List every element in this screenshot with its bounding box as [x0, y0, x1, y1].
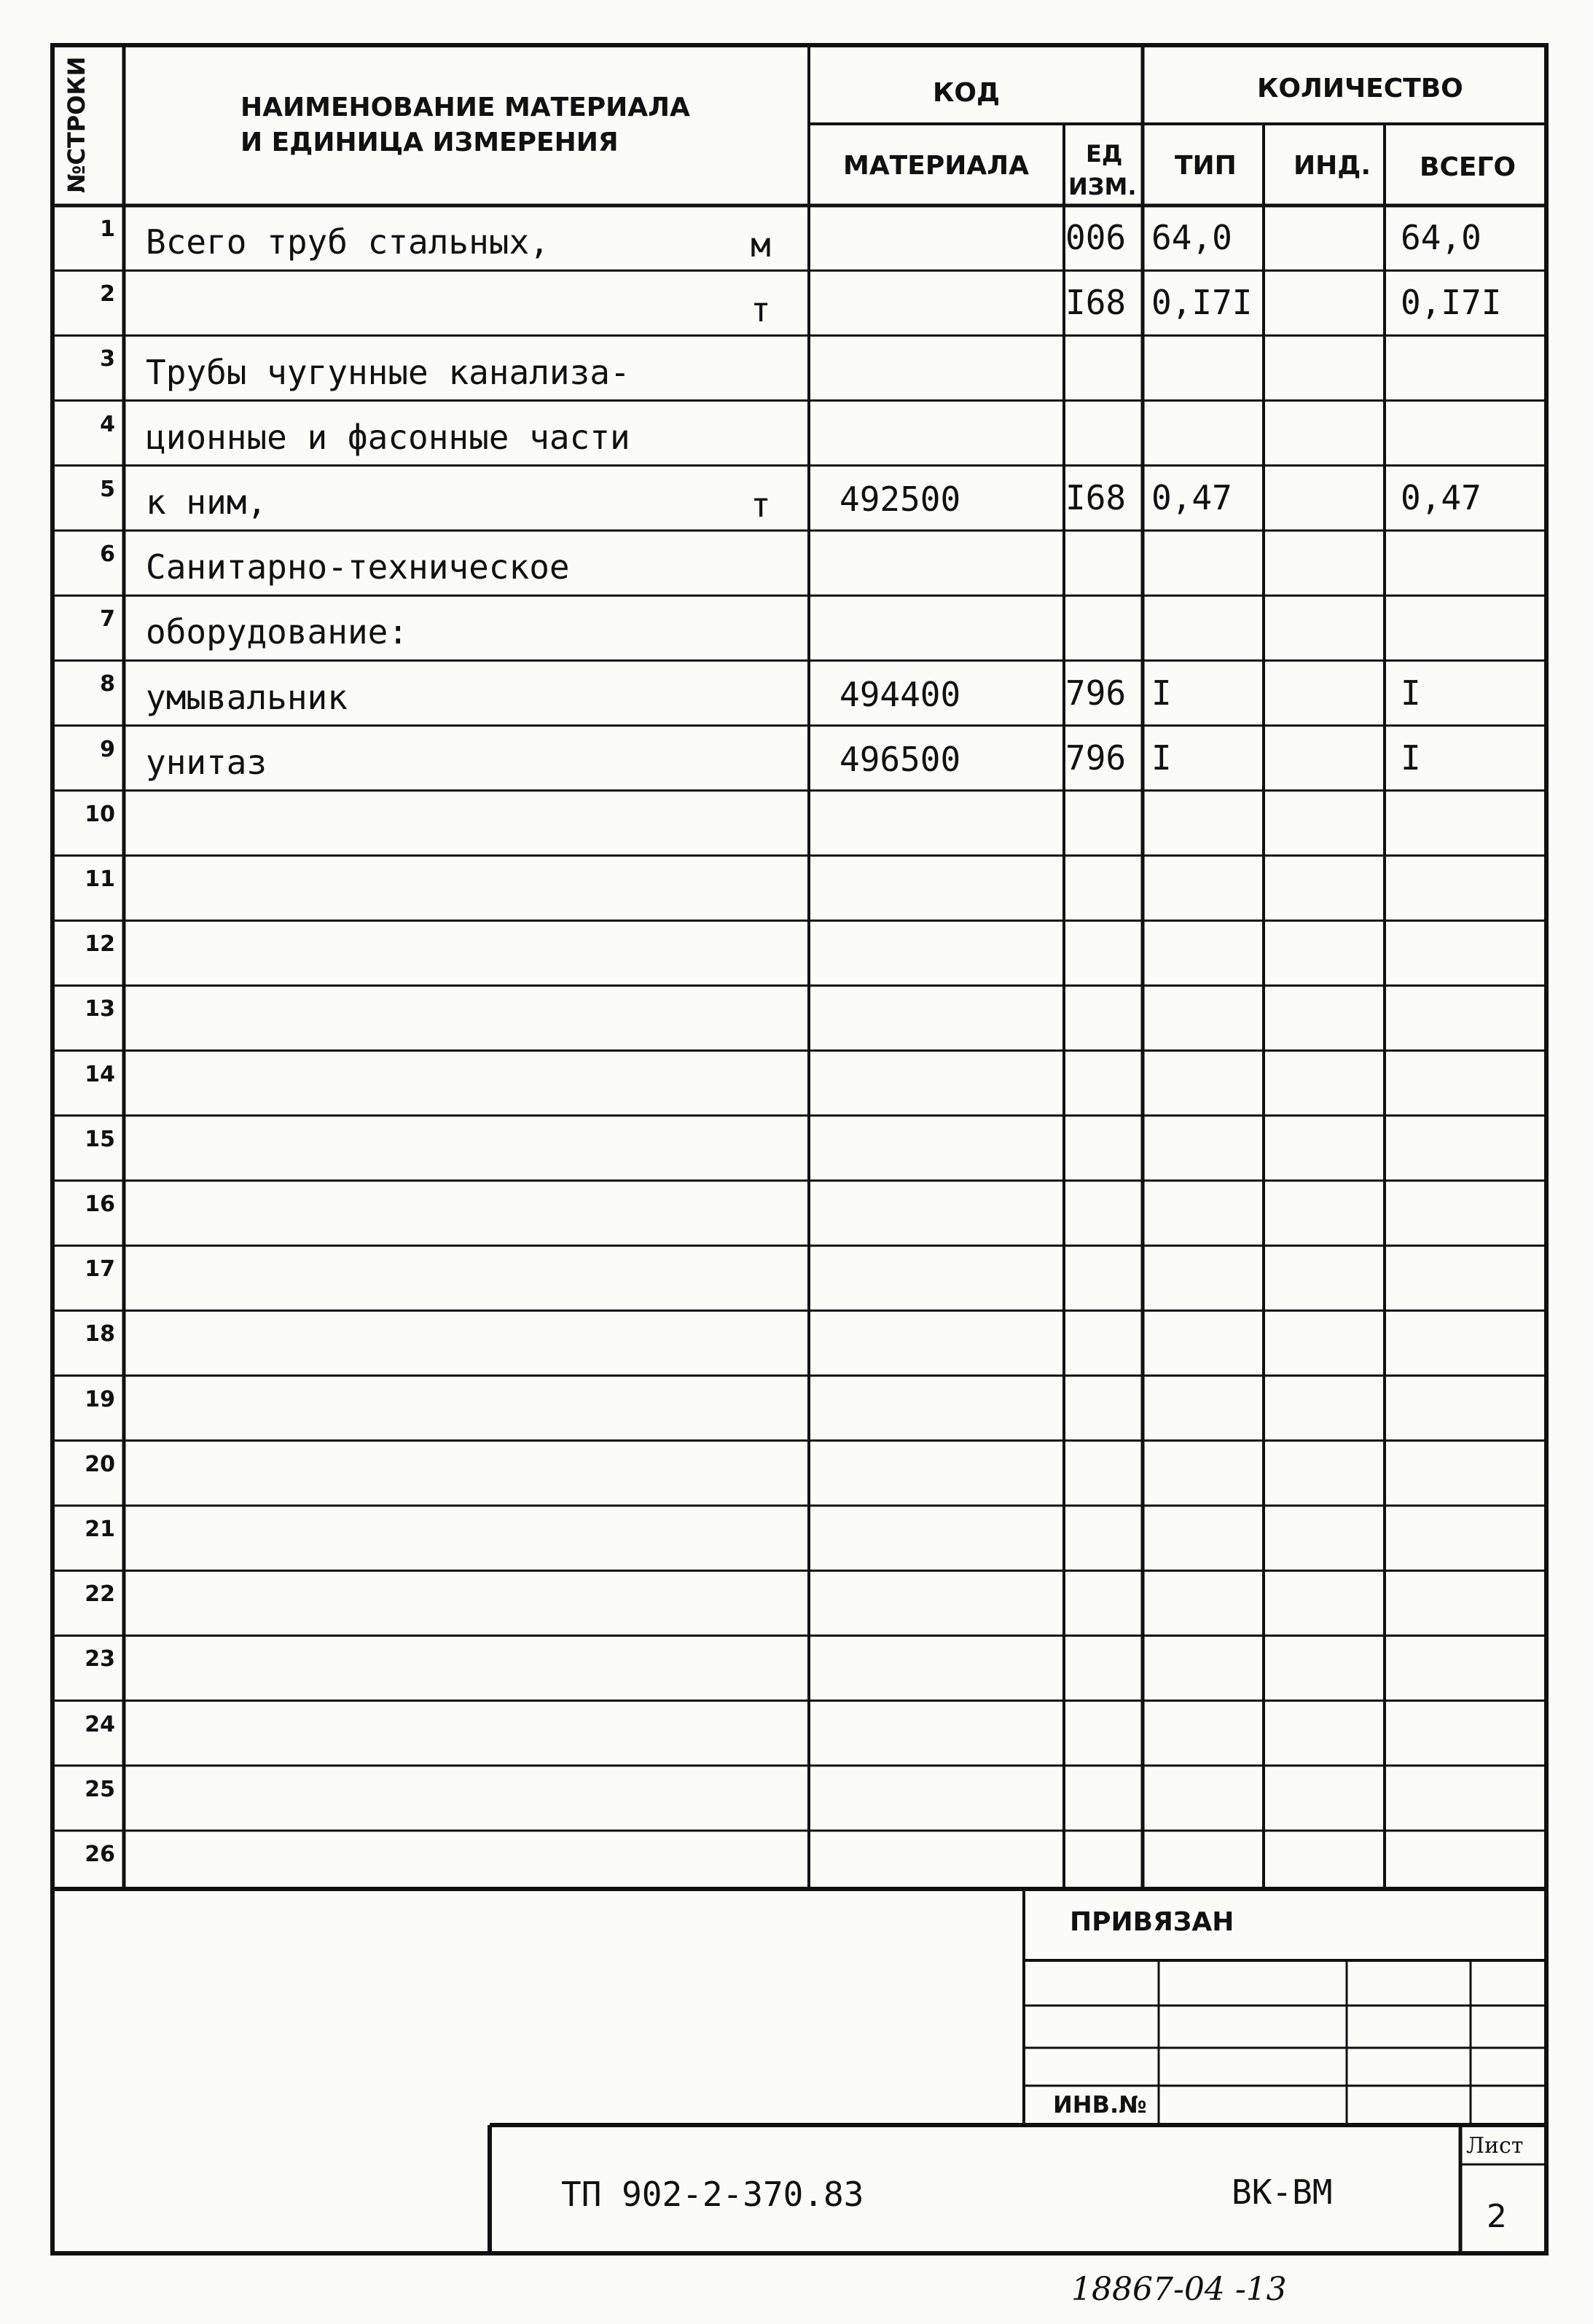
quantity-header: КОЛИЧЕСТВО	[1257, 74, 1463, 103]
row-number: 20	[85, 1451, 115, 1477]
material-name: оборудование:	[146, 612, 409, 652]
name-header-line2: И ЕДИНИЦА ИЗМЕРЕНИЯ	[240, 128, 619, 157]
material-code: 494400	[839, 674, 961, 714]
handwritten-note: 18867-04 -13	[1071, 2271, 1287, 2308]
row-number: 24	[85, 1711, 115, 1737]
row-number: 8	[100, 671, 115, 697]
material-name: унитаз	[146, 742, 267, 782]
row-number: 14	[85, 1061, 115, 1087]
sheet-number: 2	[1487, 2198, 1507, 2235]
row-number: 10	[85, 801, 115, 827]
row-number: 9	[100, 736, 115, 762]
unit-code: 796	[1065, 673, 1127, 713]
row-number-header: №СТРОКИ	[63, 56, 90, 193]
material-name: Трубы чугунные канализа-	[146, 352, 630, 392]
total-quantity: 0,47	[1401, 478, 1482, 517]
name-unit: т	[751, 290, 771, 330]
name-unit: м	[751, 225, 771, 265]
type-quantity: 64,0	[1151, 218, 1232, 258]
row-number: 12	[85, 931, 115, 958]
row-number: 7	[100, 606, 115, 633]
row-number: 1	[100, 216, 115, 242]
drawing-mark: ВК-ВМ	[1232, 2172, 1333, 2212]
material-name: умывальник	[146, 677, 348, 717]
row-number: 15	[85, 1126, 115, 1152]
row-number: 23	[85, 1646, 115, 1672]
name-unit: т	[751, 485, 771, 525]
row-number: 25	[85, 1776, 115, 1802]
row-number: 3	[100, 346, 115, 372]
type-quantity: I	[1151, 673, 1172, 713]
row-number: 18	[85, 1321, 115, 1347]
ind-header: ИНД.	[1293, 151, 1371, 181]
row-number: 5	[100, 476, 115, 502]
row-number: 13	[85, 996, 115, 1022]
total-quantity: 0,I7I	[1401, 283, 1502, 323]
row-number: 26	[85, 1842, 115, 1867]
row-number: 16	[85, 1192, 115, 1217]
total-quantity: I	[1401, 673, 1421, 713]
material-code: 496500	[839, 739, 961, 779]
row-number: 19	[85, 1386, 115, 1412]
name-header-line1: НАИМЕНОВАНИЕ МАТЕРИАЛА	[240, 93, 690, 122]
material-name: ционные и фасонные части	[146, 417, 630, 457]
unit-code: I68	[1065, 283, 1127, 323]
material-code: 492500	[839, 480, 961, 519]
material-header: МАТЕРИАЛА	[843, 151, 1029, 181]
type-quantity: I	[1151, 738, 1172, 778]
privyazan-label: ПРИВЯЗАН	[1070, 1907, 1234, 1937]
total-header: ВСЕГО	[1420, 152, 1516, 182]
sheet-label: Лист	[1466, 2133, 1524, 2159]
row-number: 11	[85, 866, 115, 892]
unit-code: 006	[1065, 218, 1127, 258]
row-number: 17	[85, 1256, 115, 1283]
type-quantity: 0,47	[1151, 478, 1232, 517]
unit-code: 796	[1065, 738, 1127, 778]
material-name: к ним,	[146, 482, 267, 522]
unit-header-line2: ИЗМ.	[1068, 173, 1137, 200]
type-header: ТИП	[1175, 151, 1237, 181]
inventory-number-label: ИНВ.№	[1053, 2091, 1147, 2118]
row-number: 22	[85, 1581, 115, 1608]
code-header: КОД	[933, 78, 1001, 108]
unit-header-line1: ЕД	[1086, 140, 1123, 168]
unit-code: I68	[1065, 478, 1127, 517]
total-quantity: 64,0	[1401, 218, 1482, 258]
row-number: 2	[100, 281, 115, 308]
material-name: Всего труб стальных,	[146, 222, 549, 262]
type-quantity: 0,I7I	[1151, 283, 1253, 323]
material-name: Санитарно-техническое	[146, 547, 570, 587]
row-number: 6	[100, 541, 115, 567]
row-number: 21	[85, 1517, 115, 1542]
row-number: 4	[100, 411, 115, 437]
total-quantity: I	[1401, 738, 1421, 778]
project-code: ТП 902-2-370.83	[561, 2175, 864, 2214]
